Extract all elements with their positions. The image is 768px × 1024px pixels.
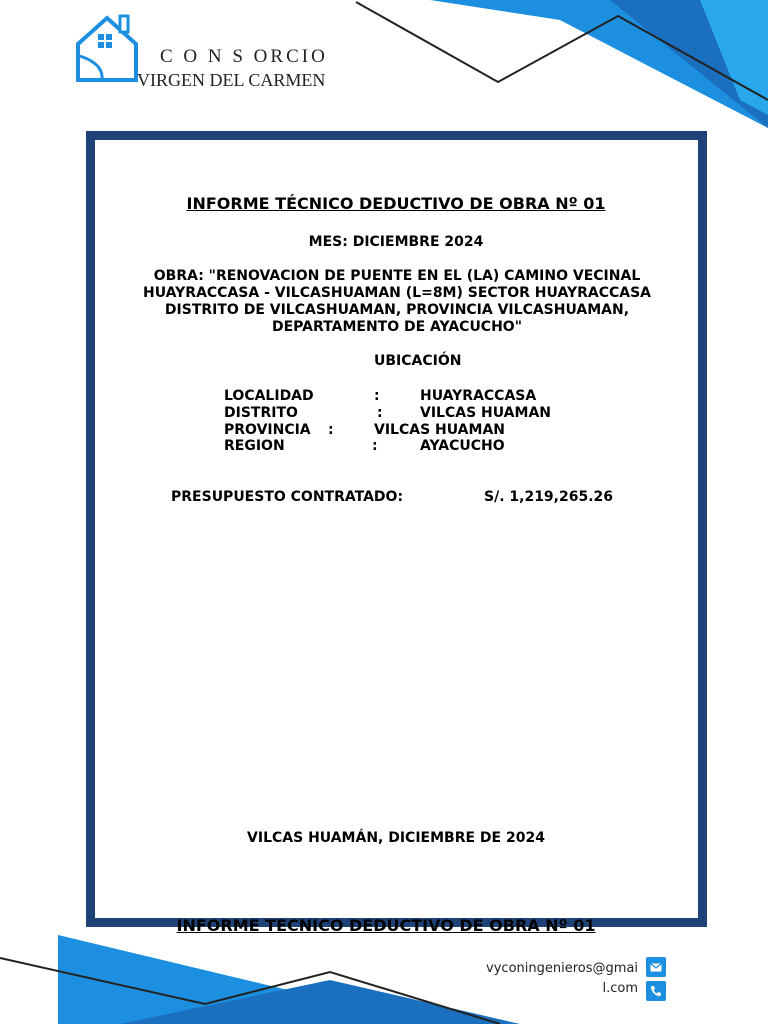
envelope-icon [646, 957, 666, 977]
location-value-distrito: VILCAS HUAMAN [420, 405, 552, 421]
location-sep: : [377, 405, 383, 421]
location-sep: : [328, 422, 334, 438]
house-logo-icon [74, 14, 140, 84]
location-label-provincia: PROVINCIA [224, 422, 311, 438]
location-heading: UBICACIÓN [374, 353, 462, 369]
brand-line-2: VIRGEN DEL CARMEN [137, 70, 326, 90]
footer-report-title: INFORME TECNICO DEDUCTIVO DE OBRA Nº 01 [176, 916, 596, 935]
location-value-region: AYACUCHO [420, 438, 505, 454]
email-line-1: vyconingenieros@gmai [486, 961, 638, 976]
contact-email[interactable] [458, 959, 638, 999]
location-value-localidad: HUAYRACCASA [420, 388, 537, 404]
budget-label: PRESUPUESTO CONTRATADO: [171, 489, 404, 505]
report-title: INFORME TÉCNICO DEDUCTIVO DE OBRA Nº 01 [186, 194, 606, 213]
phone-icon [646, 981, 666, 1001]
location-label-localidad: LOCALIDAD [224, 388, 314, 404]
location-label-region: REGION [224, 438, 285, 454]
cover-frame [86, 131, 707, 927]
email-line-2: l.com [602, 981, 638, 996]
place-and-date: VILCAS HUAMÁN, DICIEMBRE DE 2024 [247, 830, 545, 846]
location-sep: : [374, 388, 380, 404]
brand-line-1: C O N S ORCIO [160, 46, 328, 67]
location-value-provincia: VILCAS HUAMAN [374, 422, 506, 438]
location-sep: : [372, 438, 378, 454]
budget-value: S/. 1,219,265.26 [484, 489, 614, 505]
project-description: OBRA: "RENOVACION DE PUENTE EN EL (LA) CAMINO VECINAL HUAYRACCASA - VILCASHUAMAN (L=8M) SECTOR HUAYRACCASA DISTRITO DE VILCASHUAMAN, PROVINCIA VILCASHUAMAN, DEPARTAMENTO DE AYACUCHO" [143, 268, 651, 335]
location-label-distrito: DISTRITO [224, 405, 298, 421]
report-month: MES: DICIEMBRE 2024 [308, 234, 484, 250]
